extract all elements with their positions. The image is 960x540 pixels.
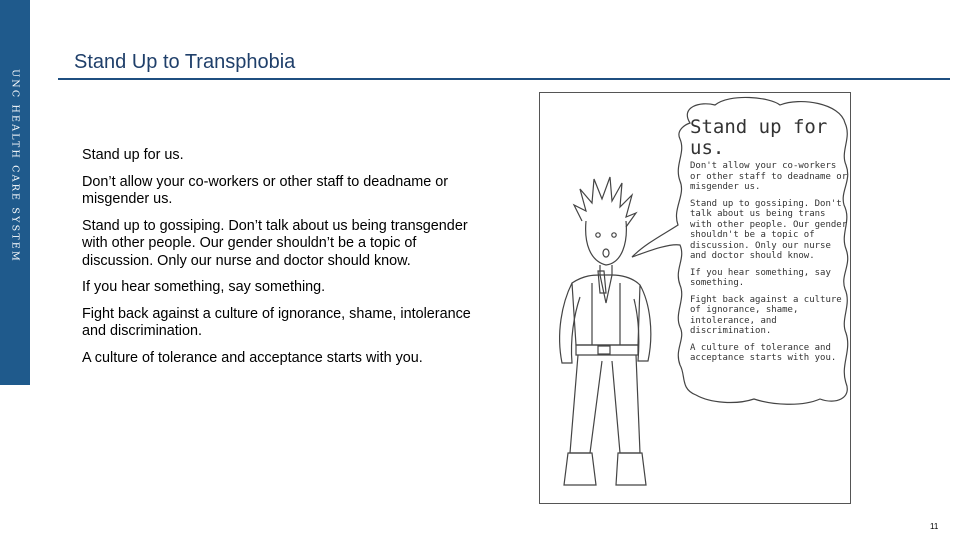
jacket: [572, 275, 640, 345]
bubble-line-4: Fight back against a culture of ignorance, shame, intolerance, and discrimination.: [690, 294, 842, 336]
right-arm: [634, 285, 651, 361]
bullet-deadname: Don’t allow your co-workers or other staff to deadname or misgender us.: [82, 173, 449, 207]
organization-name: UNC HEALTH CARE SYSTEM: [9, 69, 21, 263]
comic-illustration: [539, 92, 851, 504]
neck: [600, 265, 612, 275]
bubble-line-3: If you hear something, say something.: [690, 267, 831, 288]
right-boot: [616, 453, 646, 485]
bullet-tolerance: A culture of tolerance and acceptance starts with you.: [82, 349, 423, 366]
left-arm: [560, 283, 580, 363]
title-divider: [58, 78, 950, 80]
mouth: [603, 249, 609, 257]
left-leg: [570, 355, 602, 453]
bubble-title: Stand up for us.: [690, 116, 828, 159]
speech-bubble-text: [690, 117, 850, 370]
belt-buckle: [598, 346, 610, 354]
slide-title: Stand Up to Transphobia: [74, 51, 296, 73]
right-leg: [612, 355, 640, 453]
character-figure: [560, 177, 651, 485]
right-eye: [612, 233, 616, 237]
bubble-line-5: A culture of tolerance and acceptance starts with you.: [690, 342, 837, 363]
bullet-fight-back: Fight back against a culture of ignorance, shame, intolerance and discrimination.: [82, 305, 471, 339]
bubble-line-1: Don't allow your co-workers or other staff to deadname or misgender us.: [690, 161, 848, 192]
bubble-line-2: Stand up to gossiping. Don't talk about us being trans with other people. Our gender shouldn't be a topic of discussion. Only our nurse and doctor should know.: [690, 198, 848, 261]
bullet-stand-up: Stand up for us.: [82, 147, 184, 163]
bullet-gossiping: Stand up to gossiping. Don’t talk about us being transgender with other people. Our gender shouldn’t be a topic of discussion. Only our nurse and doctor should know.: [82, 217, 468, 269]
head: [586, 221, 627, 265]
left-eye: [596, 233, 600, 237]
sidebar-bar: [0, 0, 30, 385]
bullet-say-something: If you hear something, say something.: [82, 279, 326, 295]
page-number: 11: [930, 522, 939, 531]
bullet-list: [82, 147, 474, 376]
spiky-hair: [574, 177, 636, 227]
left-boot: [564, 453, 596, 485]
